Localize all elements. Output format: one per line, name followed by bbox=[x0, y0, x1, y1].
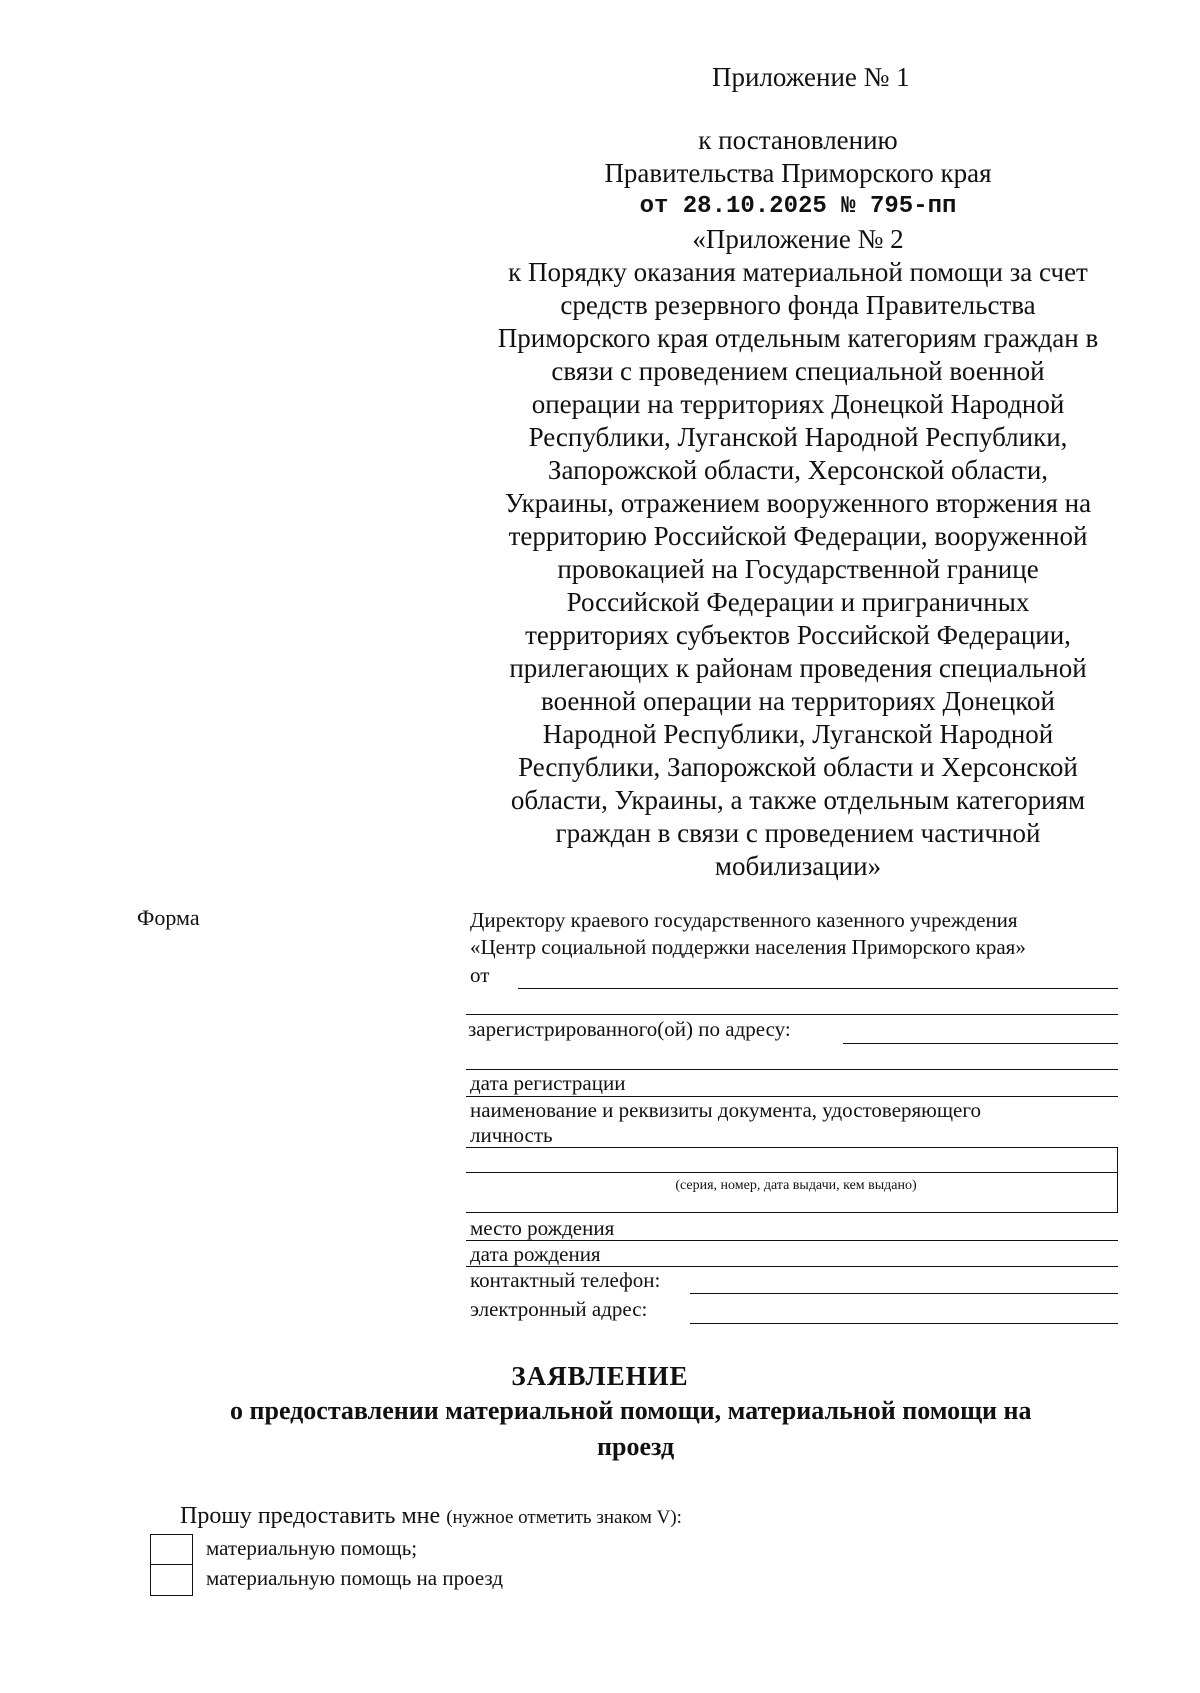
birthdate-field-line[interactable] bbox=[466, 1266, 1118, 1267]
birthplace-label: место рождения bbox=[470, 1216, 615, 1240]
request-hint: (нужное отметить знаком V): bbox=[446, 1507, 682, 1528]
addressee-line-1: Директору краевого государственного казенного учреждения bbox=[470, 908, 1018, 932]
id-document-field-line[interactable] bbox=[466, 1172, 1118, 1173]
header-line: Народной Республики, Луганской Народной bbox=[542, 719, 1054, 749]
document-subtitle-line-2: проезд bbox=[597, 1432, 675, 1461]
header-line: к постановлению bbox=[698, 125, 898, 155]
header-line: средств резервного фонда Правительства bbox=[560, 290, 1036, 320]
option-checkbox-material-aid[interactable] bbox=[150, 1534, 193, 1566]
id-document-label-1: наименование и реквизиты документа, удостоверяющего bbox=[470, 1098, 981, 1122]
header-line: Российской Федерации и приграничных bbox=[566, 587, 1030, 617]
id-document-caption: (серия, номер, дата выдачи, кем выдано) bbox=[675, 1178, 917, 1193]
header-line: провокацией на Государственной границе bbox=[557, 554, 1039, 584]
header-line: прилегающих к районам проведения специальной bbox=[509, 653, 1087, 683]
option-checkbox-travel-aid[interactable] bbox=[150, 1564, 193, 1596]
registered-address-field-line[interactable] bbox=[843, 1043, 1118, 1044]
form-label: Форма bbox=[137, 905, 200, 930]
header-line: граждан в связи с проведением частичной bbox=[555, 818, 1041, 848]
decree-number: от 28.10.2025 № 795-пп bbox=[639, 193, 957, 220]
phone-field-line[interactable] bbox=[690, 1293, 1118, 1294]
header-line: Запорожской области, Херсонской области, bbox=[547, 455, 1049, 485]
option-label-travel-aid: материальную помощь на проезд bbox=[206, 1566, 504, 1590]
from-field-line-2[interactable] bbox=[466, 1014, 1118, 1015]
header-line: территориях субъектов Российской Федерации, bbox=[525, 620, 1071, 650]
registration-date-field-line[interactable] bbox=[466, 1096, 1118, 1097]
header-line: мобилизации» bbox=[714, 851, 882, 881]
header-line: территорию Российской Федерации, вооруженной bbox=[508, 521, 1088, 551]
header-line: Республики, Луганской Народной Республики, bbox=[528, 422, 1068, 452]
header-line: «Приложение № 2 bbox=[692, 224, 904, 254]
registered-address-field-line-2[interactable] bbox=[466, 1069, 1118, 1070]
phone-label: контактный телефон: bbox=[470, 1268, 661, 1292]
from-label: от bbox=[470, 963, 490, 987]
from-field-line[interactable] bbox=[518, 988, 1118, 989]
document-subtitle-line-1: о предоставлении материальной помощи, материальной помощи на bbox=[230, 1396, 1032, 1425]
header-line: Республики, Запорожской области и Херсонской bbox=[518, 752, 1078, 782]
appendix-header-block bbox=[470, 124, 1126, 883]
document-title: ЗАЯВЛЕНИЕ bbox=[511, 1361, 689, 1391]
header-line: операции на территориях Донецкой Народной bbox=[531, 389, 1065, 419]
email-label: электронный адрес: bbox=[470, 1297, 648, 1321]
header-line: военной операции на территориях Донецкой bbox=[541, 686, 1055, 716]
addressee-line-2: «Центр социальной поддержки населения Приморского края» bbox=[470, 935, 1026, 959]
email-field-line[interactable] bbox=[690, 1323, 1118, 1324]
request-main-text: Прошу предоставить мне bbox=[180, 1503, 441, 1529]
header-line: к Порядку оказания материальной помощи за счет bbox=[508, 257, 1088, 287]
header-line: области, Украины, а также отдельным категориям bbox=[510, 785, 1086, 815]
header-line: Приморского края отдельным категориям граждан в bbox=[497, 323, 1099, 353]
option-label-material-aid: материальную помощь; bbox=[206, 1536, 418, 1560]
birthplace-field-line[interactable] bbox=[466, 1240, 1118, 1241]
birthdate-label: дата рождения bbox=[470, 1242, 601, 1266]
header-line: Украины, отражением вооруженного вторжения на bbox=[504, 488, 1092, 518]
header-line: связи с проведением специальной военной bbox=[551, 356, 1045, 386]
appendix-title: Приложение № 1 bbox=[712, 62, 910, 92]
id-document-label-2: личность bbox=[470, 1123, 553, 1147]
registered-address-label: зарегистрированного(ой) по адресу: bbox=[468, 1017, 791, 1041]
header-line: Правительства Приморского края bbox=[604, 158, 992, 188]
registration-date-label: дата регистрации bbox=[470, 1071, 626, 1095]
request-text bbox=[180, 1503, 682, 1530]
